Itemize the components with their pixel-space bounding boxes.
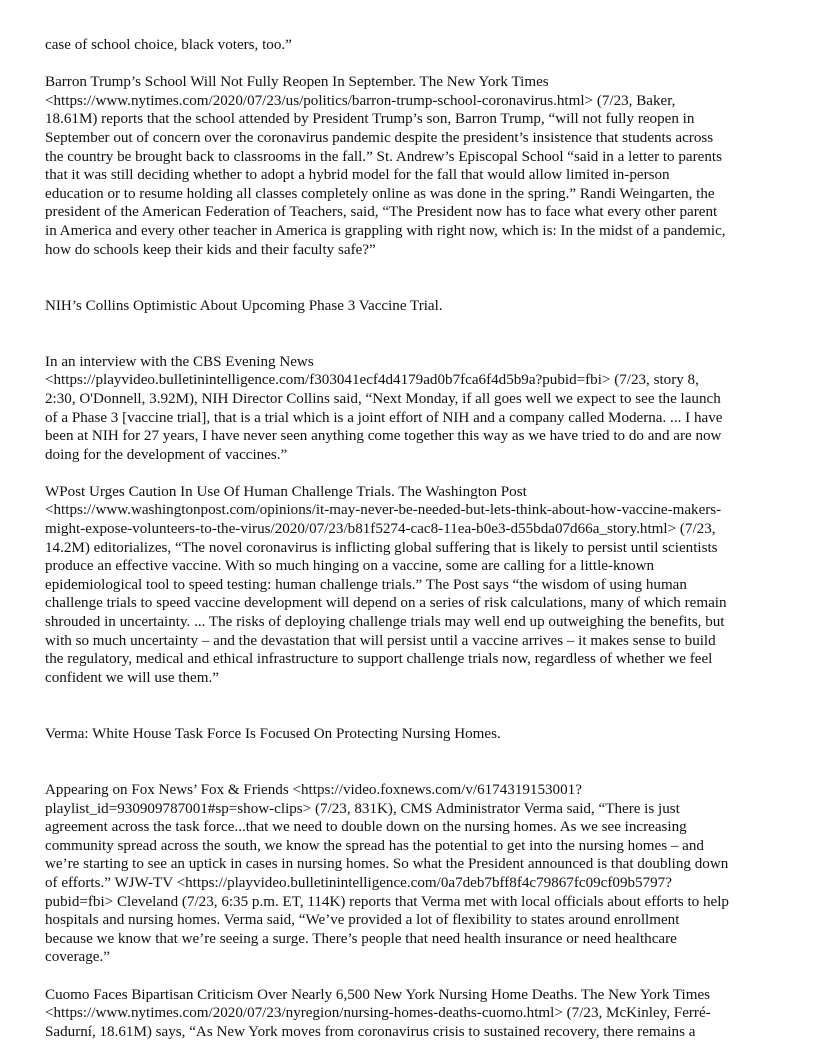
spacer bbox=[45, 967, 773, 986]
spacer bbox=[45, 55, 773, 74]
spacer bbox=[45, 315, 773, 353]
paragraph-school-choice-tail: case of school choice, black voters, too.” bbox=[45, 37, 292, 53]
headline-nih-collins: NIH’s Collins Optimistic About Upcoming Phase 3 Vaccine Trial. bbox=[45, 297, 443, 314]
spacer bbox=[45, 464, 773, 483]
spacer bbox=[45, 259, 773, 297]
paragraph-cbs-collins-interview: In an interview with the CBS Evening News <https://playvideo.bulletinintelligence.com/f303041ecf4d4179ad0b7fca6f4d5b9a?pubid=fbi> (7/23, story 8, 2:30, O'Donnell, 3.92M), NIH Director Collins said, “Next Monday, if all goes well we expect to see the launch of a Phase 3 [vaccine trial], that is a trial which is a joint effort of NIH and a company called Moderna. ... I have been at NIH for 27 years, I have never seen anything come together this way as we have tried to do and are now doing for the development of vaccines.” bbox=[45, 353, 723, 463]
paragraph-verma-fox-friends: Appearing on Fox News’ Fox & Friends <https://video.foxnews.com/v/6174319153001? playlist_id=930909787001#sp=show-clips> (7/23, 831K), CMS Administrator Verma said, “There is just agreement across the task force...that we need to double down on the nursing homes. As we see increasing community spread across the south, we know the spread has the potential to get into the nursing homes – and we’re starting to see an uptick in cases in nursing homes. So what the President announced is that doubling down of efforts.” WJW-TV <https://playvideo.bulletinintelligence.com/0a7deb7bff8f4c79867fc09cf09b5797? pubid=fbi> Cleveland (7/23, 6:35 p.m. ET, 114K) reports that Verma met with local officials about efforts to help hospitals and nursing homes. Verma said, “We’ve provided a lot of flexibility to states around enrollment because we know that we’re seeing a surge. There’s people that need health insurance or need healthcare coverage.” bbox=[45, 782, 729, 966]
spacer bbox=[45, 687, 773, 725]
paragraph-cuomo-nursing-home-deaths: Cuomo Faces Bipartisan Criticism Over Nearly 6,500 New York Nursing Home Deaths. The New York Times <https://www.nytimes.com/2020/07/23/nyregion/nursing-homes-deaths-cuomo.html> (7/23, McKinley, Ferré- Sadurní, 18.61M) says, “As New York moves from coronavirus crisis to sustained recovery, there remains a bbox=[45, 986, 711, 1040]
document-page bbox=[45, 36, 773, 1041]
paragraph-wpost-challenge-trials: WPost Urges Caution In Use Of Human Challenge Trials. The Washington Post <https://www.washingtonpost.com/opinions/it-may-never-be-needed-but-lets-think-about-how-vaccine-makers- might-expose-volunteers-to-the-virus/2020/07/23/b81f5274-cac8-11ea-b0e3-d55bda07d66a_story.html> (7/23, 14.2M) editorializes, “The novel coronavirus is inflicting global suffering that is likely to persist until scientists produce an effective vaccine. With so much hinging on a vaccine, some are calling for a little-known epidemiological tool to speed testing: human challenge trials.” The Post says “the wisdom of using human challenge trials to speed vaccine development will depend on a series of risk calculations, many of which remain shrouded in uncertainty. ... The risks of deploying challenge trials may well end up outweighing the benefits, but with so much uncertainty – and the devastation that will persist until a vaccine arrives – it makes sense to build the regulatory, medical and ethical infrastructure to support challenge trials now, regardless of whether we feel confident we will use them.” bbox=[45, 483, 727, 686]
headline-verma-nursing-homes: Verma: White House Task Force Is Focused On Protecting Nursing Homes. bbox=[45, 725, 501, 742]
spacer bbox=[45, 744, 773, 782]
paragraph-barron-trump-school: Barron Trump’s School Will Not Fully Reopen In September. The New York Times <https://www.nytimes.com/2020/07/23/us/politics/barron-trump-school-coronavirus.html> (7/23, Baker, 18.61M) reports that the school attended by President Trump’s son, Barron Trump, “will not fully reopen in September out of concern over the coronavirus pandemic despite the president’s insistence that students across the country be brought back to classrooms in the fall.” St. Andrew’s Episcopal School “said in a letter to parents that it was still deciding whether to adopt a hybrid model for the fall that would allow limited in-person education or to resume holding all classes completely online as was done in the spring.” Randi Weingarten, the president of the American Federation of Teachers, said, “The President now has to face what every other parent in America and every other teacher in America is grappling with right now, which is: In the midst of a pandemic, how do schools keep their kids and their faculty safe?” bbox=[45, 74, 726, 258]
